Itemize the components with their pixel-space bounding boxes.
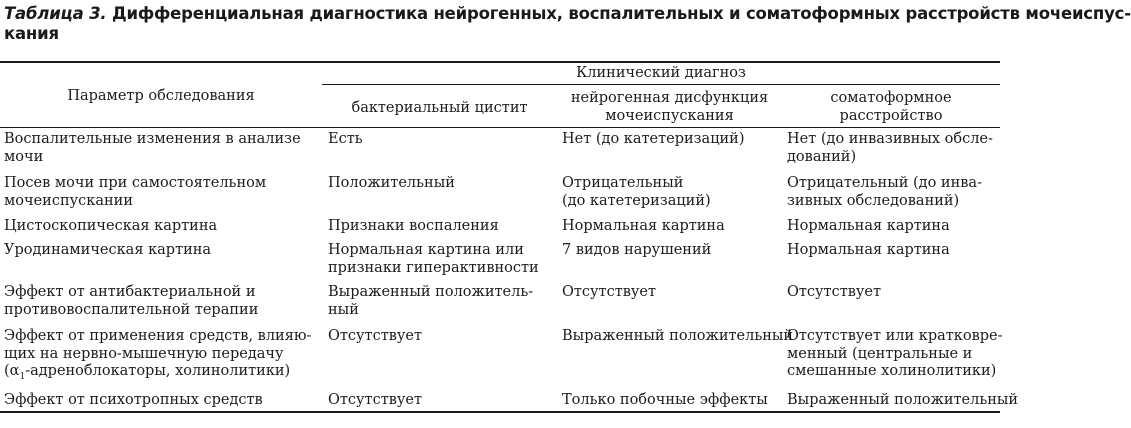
header-col-bacterial-cystitis	[322, 100, 557, 118]
cell-bacterial-cystitis-line: Положительный	[328, 175, 455, 191]
cell-somatoform	[787, 218, 998, 236]
cell-neurogenic	[562, 175, 780, 210]
cell-somatoform-line: Нормальная картина	[787, 218, 950, 234]
cell-bacterial-cystitis-line: Отсутствует	[328, 392, 423, 408]
cell-neurogenic-line: (до катетеризаций)	[562, 192, 711, 209]
cell-param-line: ($\alpha_1$-адреноблокаторы, холинолитики)	[4, 363, 291, 382]
cell-param-line: Уродинамическая картина	[4, 242, 212, 258]
cell-param-line: Эффект от психотропных средств	[4, 392, 263, 408]
cell-neurogenic-line: Нормальная картина	[562, 218, 725, 234]
cell-bacterial-cystitis	[328, 242, 556, 277]
cell-somatoform-line: Отсутствует или кратковре-	[787, 328, 1003, 344]
cell-neurogenic-line: Только побочные эффекты	[562, 392, 768, 408]
table-caption	[4, 4, 1131, 44]
cell-somatoform	[787, 131, 998, 166]
cell-bacterial-cystitis	[328, 284, 556, 319]
cell-bacterial-cystitis-line: Отсутствует	[328, 328, 423, 344]
caption-line-2: кания	[4, 24, 59, 43]
header-col-neurogenic-line: мочеиспускания	[605, 107, 734, 124]
cell-bacterial-cystitis	[328, 175, 556, 193]
cell-param	[4, 218, 320, 236]
cell-neurogenic-line: Отсутствует	[562, 284, 657, 300]
cell-bacterial-cystitis	[328, 218, 556, 236]
header-group: Клинический диагноз	[576, 65, 746, 81]
cell-param	[4, 175, 320, 210]
cell-neurogenic	[562, 284, 780, 302]
cell-neurogenic-line: 7 видов нарушений	[562, 242, 712, 258]
header-col-somatoform-line: расстройство	[839, 107, 943, 124]
cell-param	[4, 242, 320, 260]
caption-label: Таблица 3.	[4, 4, 107, 23]
header-rule	[0, 127, 1000, 128]
cell-somatoform-line: Выраженный положительный	[787, 392, 1019, 408]
cell-param-line: Воспалительные изменения в анализе	[4, 131, 301, 147]
cell-bacterial-cystitis-line: Выраженный положитель-	[328, 284, 534, 300]
cell-somatoform-line: Нормальная картина	[787, 242, 950, 258]
cell-somatoform	[787, 175, 998, 210]
cell-neurogenic	[562, 392, 780, 410]
cell-somatoform-line: зивных обследований)	[787, 192, 960, 209]
cell-bacterial-cystitis-line: Признаки воспаления	[328, 218, 499, 234]
header-col-neurogenic	[557, 90, 782, 125]
cell-somatoform	[787, 284, 998, 302]
cell-bacterial-cystitis-line: Есть	[328, 131, 363, 147]
top-rule	[0, 61, 1000, 63]
cell-neurogenic	[562, 328, 794, 346]
cell-param	[4, 131, 320, 166]
cell-somatoform-line: менный (центральные и	[787, 345, 973, 362]
header-param: Параметр обследования	[67, 88, 255, 104]
header-col-somatoform	[782, 90, 1000, 125]
cell-somatoform-line: дований)	[787, 148, 857, 165]
header-col-somatoform-line: соматоформное	[830, 90, 952, 106]
cell-somatoform	[787, 392, 1019, 410]
cell-bacterial-cystitis	[328, 328, 556, 346]
cell-param-line: щих на нервно-мышечную передачу	[4, 345, 284, 362]
cell-param	[4, 328, 320, 381]
caption-line-1	[4, 4, 1131, 24]
group-underline	[322, 84, 1000, 85]
cell-param	[4, 284, 320, 319]
cell-neurogenic-line: Нет (до катетеризаций)	[562, 131, 745, 147]
cell-bacterial-cystitis-line: Нормальная картина или	[328, 242, 524, 258]
cell-somatoform-line: Отсутствует	[787, 284, 882, 300]
cell-neurogenic-line: Отрицательный	[562, 175, 684, 191]
cell-somatoform-line: смешанные холинолитики)	[787, 363, 997, 379]
cell-param	[4, 392, 320, 410]
cell-param-line: Цистоскопическая картина	[4, 218, 218, 234]
cell-somatoform	[787, 242, 998, 260]
cell-somatoform-line: Нет (до инвазивных обсле-	[787, 131, 993, 147]
header-col-bacterial-cystitis-line: бактериальный цистит	[351, 100, 528, 116]
bottom-rule	[0, 411, 1000, 413]
cell-neurogenic	[562, 218, 780, 236]
cell-param-line: мочи	[4, 148, 44, 165]
cell-bacterial-cystitis-line: ный	[328, 301, 359, 318]
cell-param-line: Посев мочи при самостоятельном	[4, 175, 267, 191]
cell-bacterial-cystitis	[328, 392, 556, 410]
cell-neurogenic	[562, 131, 780, 149]
cell-somatoform-line: Отрицательный (до инва-	[787, 175, 982, 191]
cell-bacterial-cystitis-line: признаки гиперактивности	[328, 259, 539, 276]
header-col-neurogenic-line: нейрогенная дисфункция	[570, 90, 769, 106]
cell-param-line: Эффект от антибактериальной и	[4, 284, 256, 300]
cell-bacterial-cystitis	[328, 131, 556, 149]
cell-param-line: Эффект от применения средств, влияю-	[4, 328, 312, 344]
cell-param-line: мочеиспускании	[4, 192, 133, 209]
cell-param-line: противовоспалительной терапии	[4, 301, 259, 318]
cell-somatoform	[787, 328, 1003, 381]
cell-neurogenic	[562, 242, 780, 260]
cell-neurogenic-line: Выраженный положительный	[562, 328, 794, 344]
caption-title: Дифференциальная диагностика нейрогенных, воспалительных и соматоформных расстройств мочеиспус-	[111, 4, 1131, 23]
